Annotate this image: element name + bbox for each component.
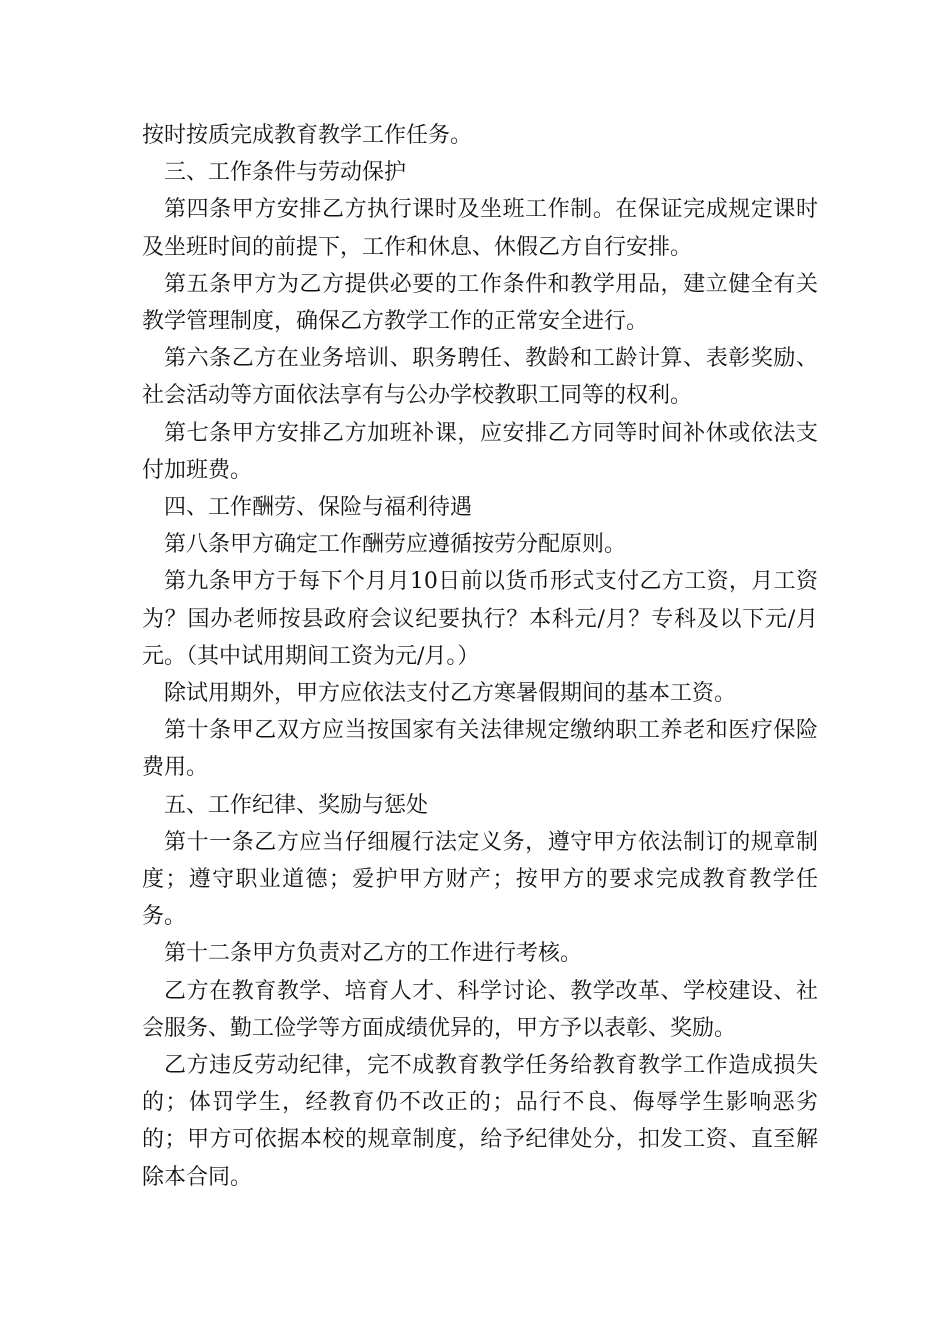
article-12-rewards: 乙方在教育教学、培育人才、科学讨论、教学改革、学校建设、社会服务、勤工俭学等方面成绩优异的，甲方予以表彰、奖励。	[142, 978, 818, 1041]
article-11: 第十一条乙方应当仔细履行法定义务，遵守甲方依法制订的规章制度；遵守职业道德；爱护甲方财产；按甲方的要求完成教育教学任务。	[142, 829, 818, 930]
section-heading-4: 四、工作酬劳、保险与福利待遇	[164, 495, 473, 521]
paragraph-continuation: 按时按质完成教育教学工作任务。	[142, 123, 473, 148]
article-9: 第九条甲方于每下个月月10日前以货币形式支付乙方工资，月工资为？国办老师按县政府会议纪要执行？本科元/月？专科及以下元/月元。（其中试用期间工资为元/月。）	[142, 569, 818, 669]
article-10: 第十条甲乙双方应当按国家有关法律规定缴纳职工养老和医疗保险费用。	[142, 718, 818, 781]
section-heading-5: 五、工作纪律、奖励与惩处	[164, 792, 429, 818]
article-6: 第六条乙方在业务培训、职务聘任、教龄和工龄计算、表彰奖励、社会活动等方面依法享有与公办学校教职工同等的权利。	[142, 346, 818, 409]
article-7: 第七条甲方安排乙方加班补课，应安排乙方同等时间补休或依法支付加班费。	[142, 420, 818, 483]
article-9-note: 除试用期外，甲方应依法支付乙方寒暑假期间的基本工资。	[164, 681, 737, 707]
section-heading-3: 三、工作条件与劳动保护	[164, 160, 407, 186]
document-body	[142, 117, 818, 1196]
article-12: 第十二条甲方负责对乙方的工作进行考核。	[164, 941, 583, 967]
article-12-penalties: 乙方违反劳动纪律，完不成教育教学任务给教育教学工作造成损失的；体罚学生，经教育仍不改正的；品行不良、侮辱学生影响恶劣的；甲方可依据本校的规章制度，给予纪律处分，扣发工资、直至解除本合同。	[142, 1053, 818, 1190]
article-8: 第八条甲方确定工作酬劳应遵循按劳分配原则。	[164, 532, 627, 558]
article-4: 第四条甲方安排乙方执行课时及坐班工作制。在保证完成规定课时及坐班时间的前提下，工作和休息、休假乙方自行安排。	[142, 197, 818, 260]
article-5: 第五条甲方为乙方提供必要的工作条件和教学用品，建立健全有关教学管理制度，确保乙方教学工作的正常安全进行。	[142, 271, 818, 335]
